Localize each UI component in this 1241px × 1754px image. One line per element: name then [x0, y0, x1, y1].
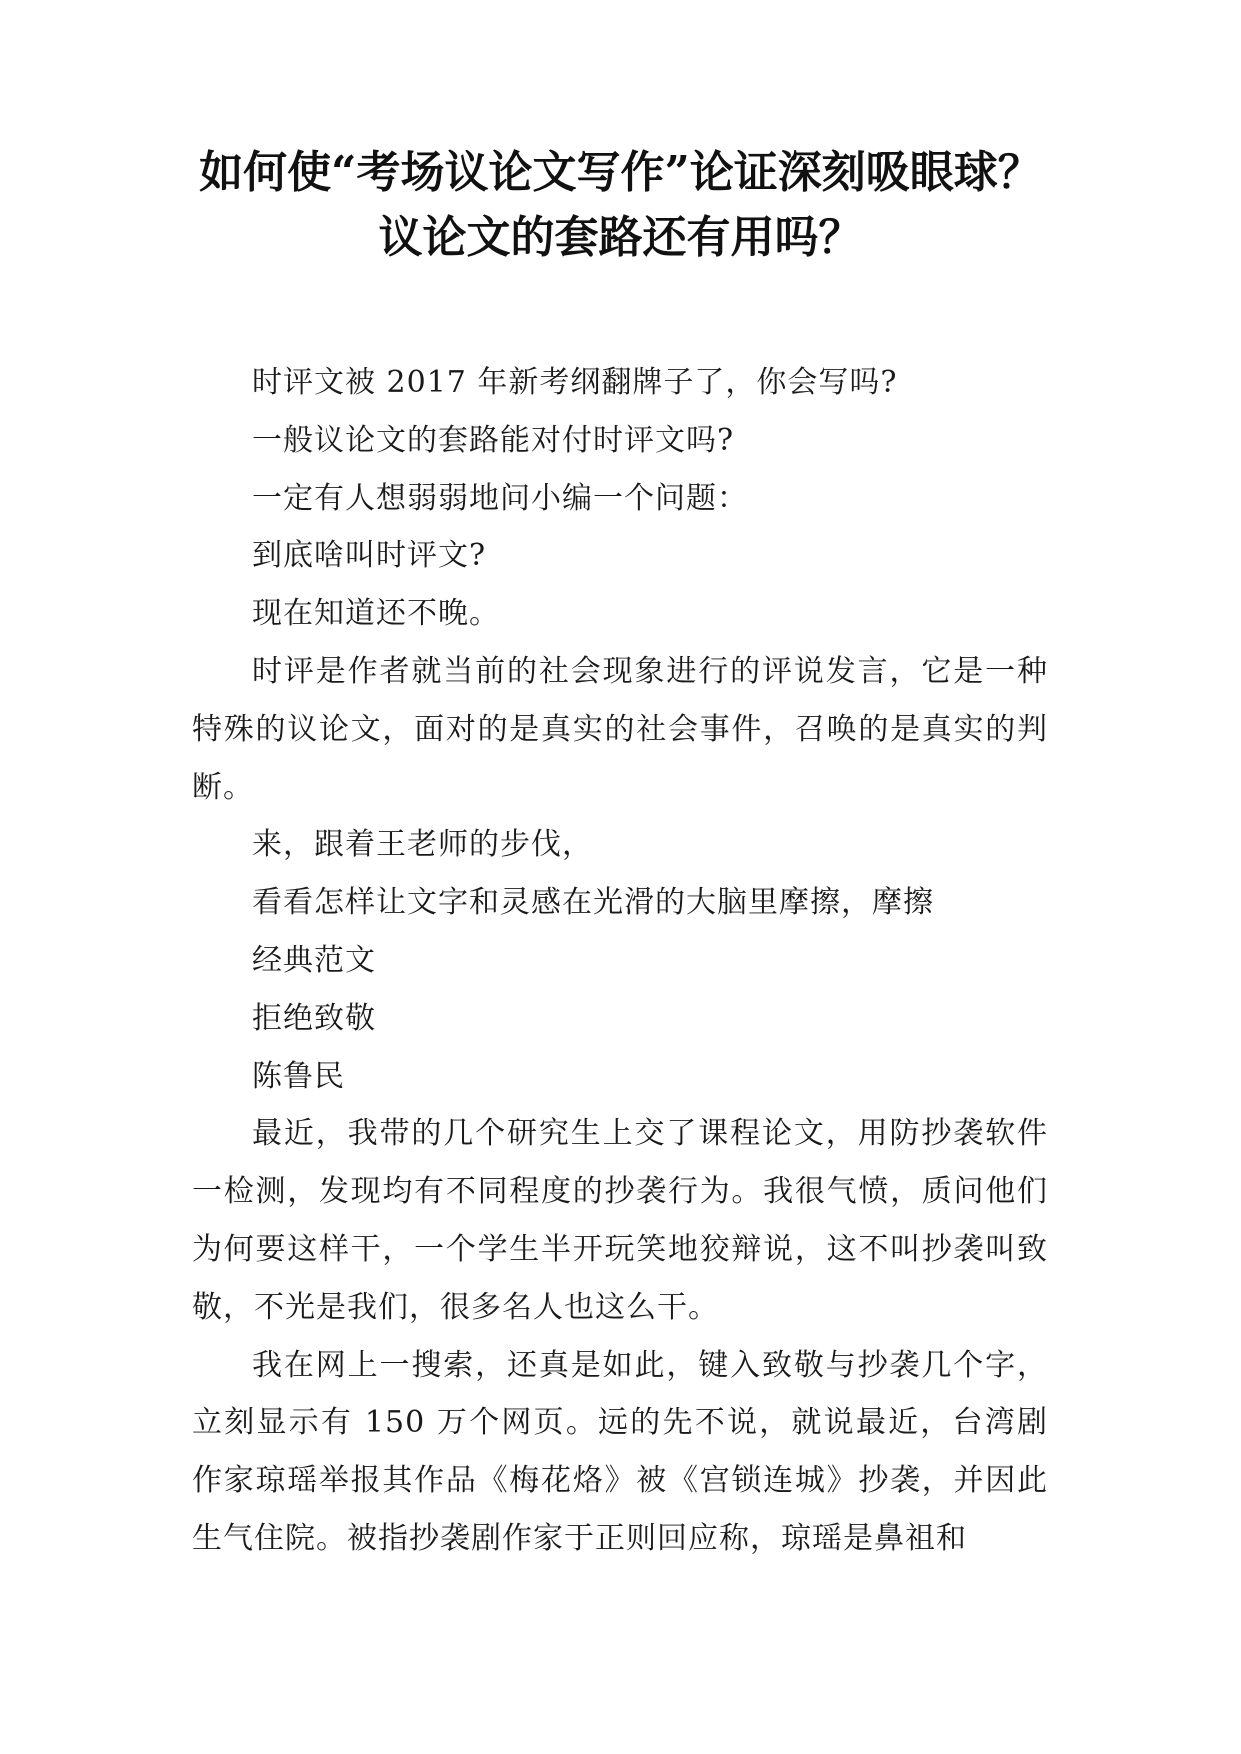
document-title [140, 140, 1101, 270]
author-name: 陈鲁民 [252, 1058, 345, 1094]
paragraph: 时评是作者就当前的社会现象进行的评说发言，它是一种特殊的议论文，面对的是真实的社会事件，召唤的是真实的判断。 [192, 653, 1048, 805]
paragraph: 我在网上一搜索，还真是如此，键入致敬与抄袭几个字，立刻显示有 150 万个网页。远的先不说，就说最近，台湾剧作家琼瑶举报其作品《梅花烙》被《宫锁连城》抄袭，并因此生气住院。被指抄袭剧作家于正则回应称，琼瑶是鼻祖和 [192, 1347, 1048, 1556]
paragraph: 到底啥叫时评文? [252, 538, 487, 574]
paragraph: 时评文被 2017 年新考纲翻牌子了，你会写吗? [252, 365, 898, 400]
document-body [192, 354, 1048, 1568]
title-line-1: 如何使“考场议论文写作”论证深刻吸眼球？ [199, 147, 1042, 198]
paragraph: 现在知道还不晚。 [252, 596, 500, 632]
paragraph: 最近，我带的几个研究生上交了课程论文，用防抄袭软件一检测，发现均有不同程度的抄袭行为。我很气愤，质问他们为何要这样干，一个学生半开玩笑地狡辩说，这不叫抄袭叫致敬，不光是我们，很多名人也这么干。 [192, 1116, 1048, 1325]
article-title: 拒绝致敬 [252, 1000, 376, 1036]
title-line-2: 议论文的套路还有用吗？ [378, 212, 863, 263]
paragraph: 看看怎样让文字和灵感在光滑的大脑里摩擦，摩擦 [252, 885, 934, 921]
section-heading: 经典范文 [252, 942, 376, 978]
paragraph: 一般议论文的套路能对付时评文吗? [252, 422, 735, 458]
paragraph: 一定有人想弱弱地问小编一个问题： [252, 480, 748, 516]
paragraph: 来，跟着王老师的步伐， [252, 827, 593, 863]
